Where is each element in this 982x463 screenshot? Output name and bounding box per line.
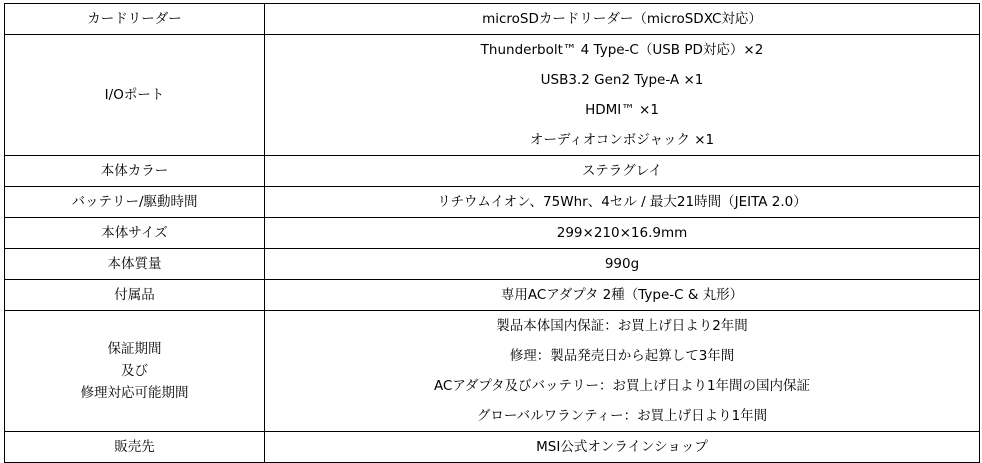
- row-label: I/Oポート: [104, 87, 165, 103]
- table-row: [5, 35, 980, 156]
- row-label-cell: [5, 35, 265, 156]
- table-row: [5, 311, 980, 432]
- row-label: 及び: [121, 363, 148, 379]
- row-label: 本体カラー: [100, 163, 169, 179]
- row-label-cell: [5, 4, 265, 35]
- row-value-cell: [265, 4, 980, 35]
- row-label: 本体サイズ: [101, 225, 168, 241]
- row-value-cell: [265, 35, 980, 156]
- row-label: 保証期間: [107, 341, 162, 357]
- row-value: MSI公式オンラインショップ: [536, 439, 708, 455]
- row-value: 専用ACアダプタ 2種（Type-C & 丸形）: [500, 287, 744, 303]
- row-label: 付属品: [114, 287, 155, 303]
- table-row: [5, 156, 980, 187]
- table-row: [5, 218, 980, 249]
- row-value: Thunderbolt™ 4 Type-C（USB PD対応）×2: [480, 42, 764, 58]
- row-value: 製品本体国内保証：お買上げ日より2年間: [496, 318, 748, 334]
- row-value: 修理：製品発売日から起算して3年間: [509, 348, 735, 364]
- row-label-cell: [5, 249, 265, 280]
- table-row: [5, 249, 980, 280]
- row-label-cell: [5, 218, 265, 249]
- spec-table: [4, 3, 980, 463]
- row-value: USB3.2 Gen2 Type-A ×1: [540, 72, 704, 88]
- row-label: 本体質量: [107, 256, 162, 272]
- row-value: ステラグレイ: [581, 163, 663, 179]
- row-value-cell: [265, 187, 980, 218]
- row-value: HDMI™ ×1: [585, 102, 659, 118]
- row-value: microSDカードリーダー（microSDXC対応）: [482, 11, 762, 27]
- row-label: バッテリー/駆動時間: [71, 194, 198, 210]
- row-value-cell: [265, 156, 980, 187]
- table-row: [5, 280, 980, 311]
- row-value: ACアダプタ及びバッテリー：お買上げ日より1年間の国内保証: [433, 378, 811, 394]
- row-value-cell: [265, 311, 980, 432]
- row-label-cell: [5, 280, 265, 311]
- table-row: [5, 187, 980, 218]
- row-value-cell: [265, 249, 980, 280]
- row-value: グローバルワランティー：お買上げ日より1年間: [476, 408, 768, 424]
- row-label-cell: [5, 311, 265, 432]
- row-value: リチウムイオン、75Whr、4セル / 最大21時間（JEITA 2.0）: [437, 194, 807, 210]
- row-label: カードリーダー: [87, 11, 182, 27]
- row-value: 990g: [604, 256, 640, 272]
- row-value-cell: [265, 218, 980, 249]
- row-value: オーディオコンボジャック ×1: [529, 132, 715, 148]
- row-label-cell: [5, 156, 265, 187]
- table-row: [5, 4, 980, 35]
- row-label-cell: [5, 187, 265, 218]
- row-label: 販売先: [114, 439, 155, 455]
- row-value: 299×210×16.9mm: [556, 225, 688, 241]
- row-label: 修理対応可能期間: [80, 385, 189, 401]
- row-value-cell: [265, 280, 980, 311]
